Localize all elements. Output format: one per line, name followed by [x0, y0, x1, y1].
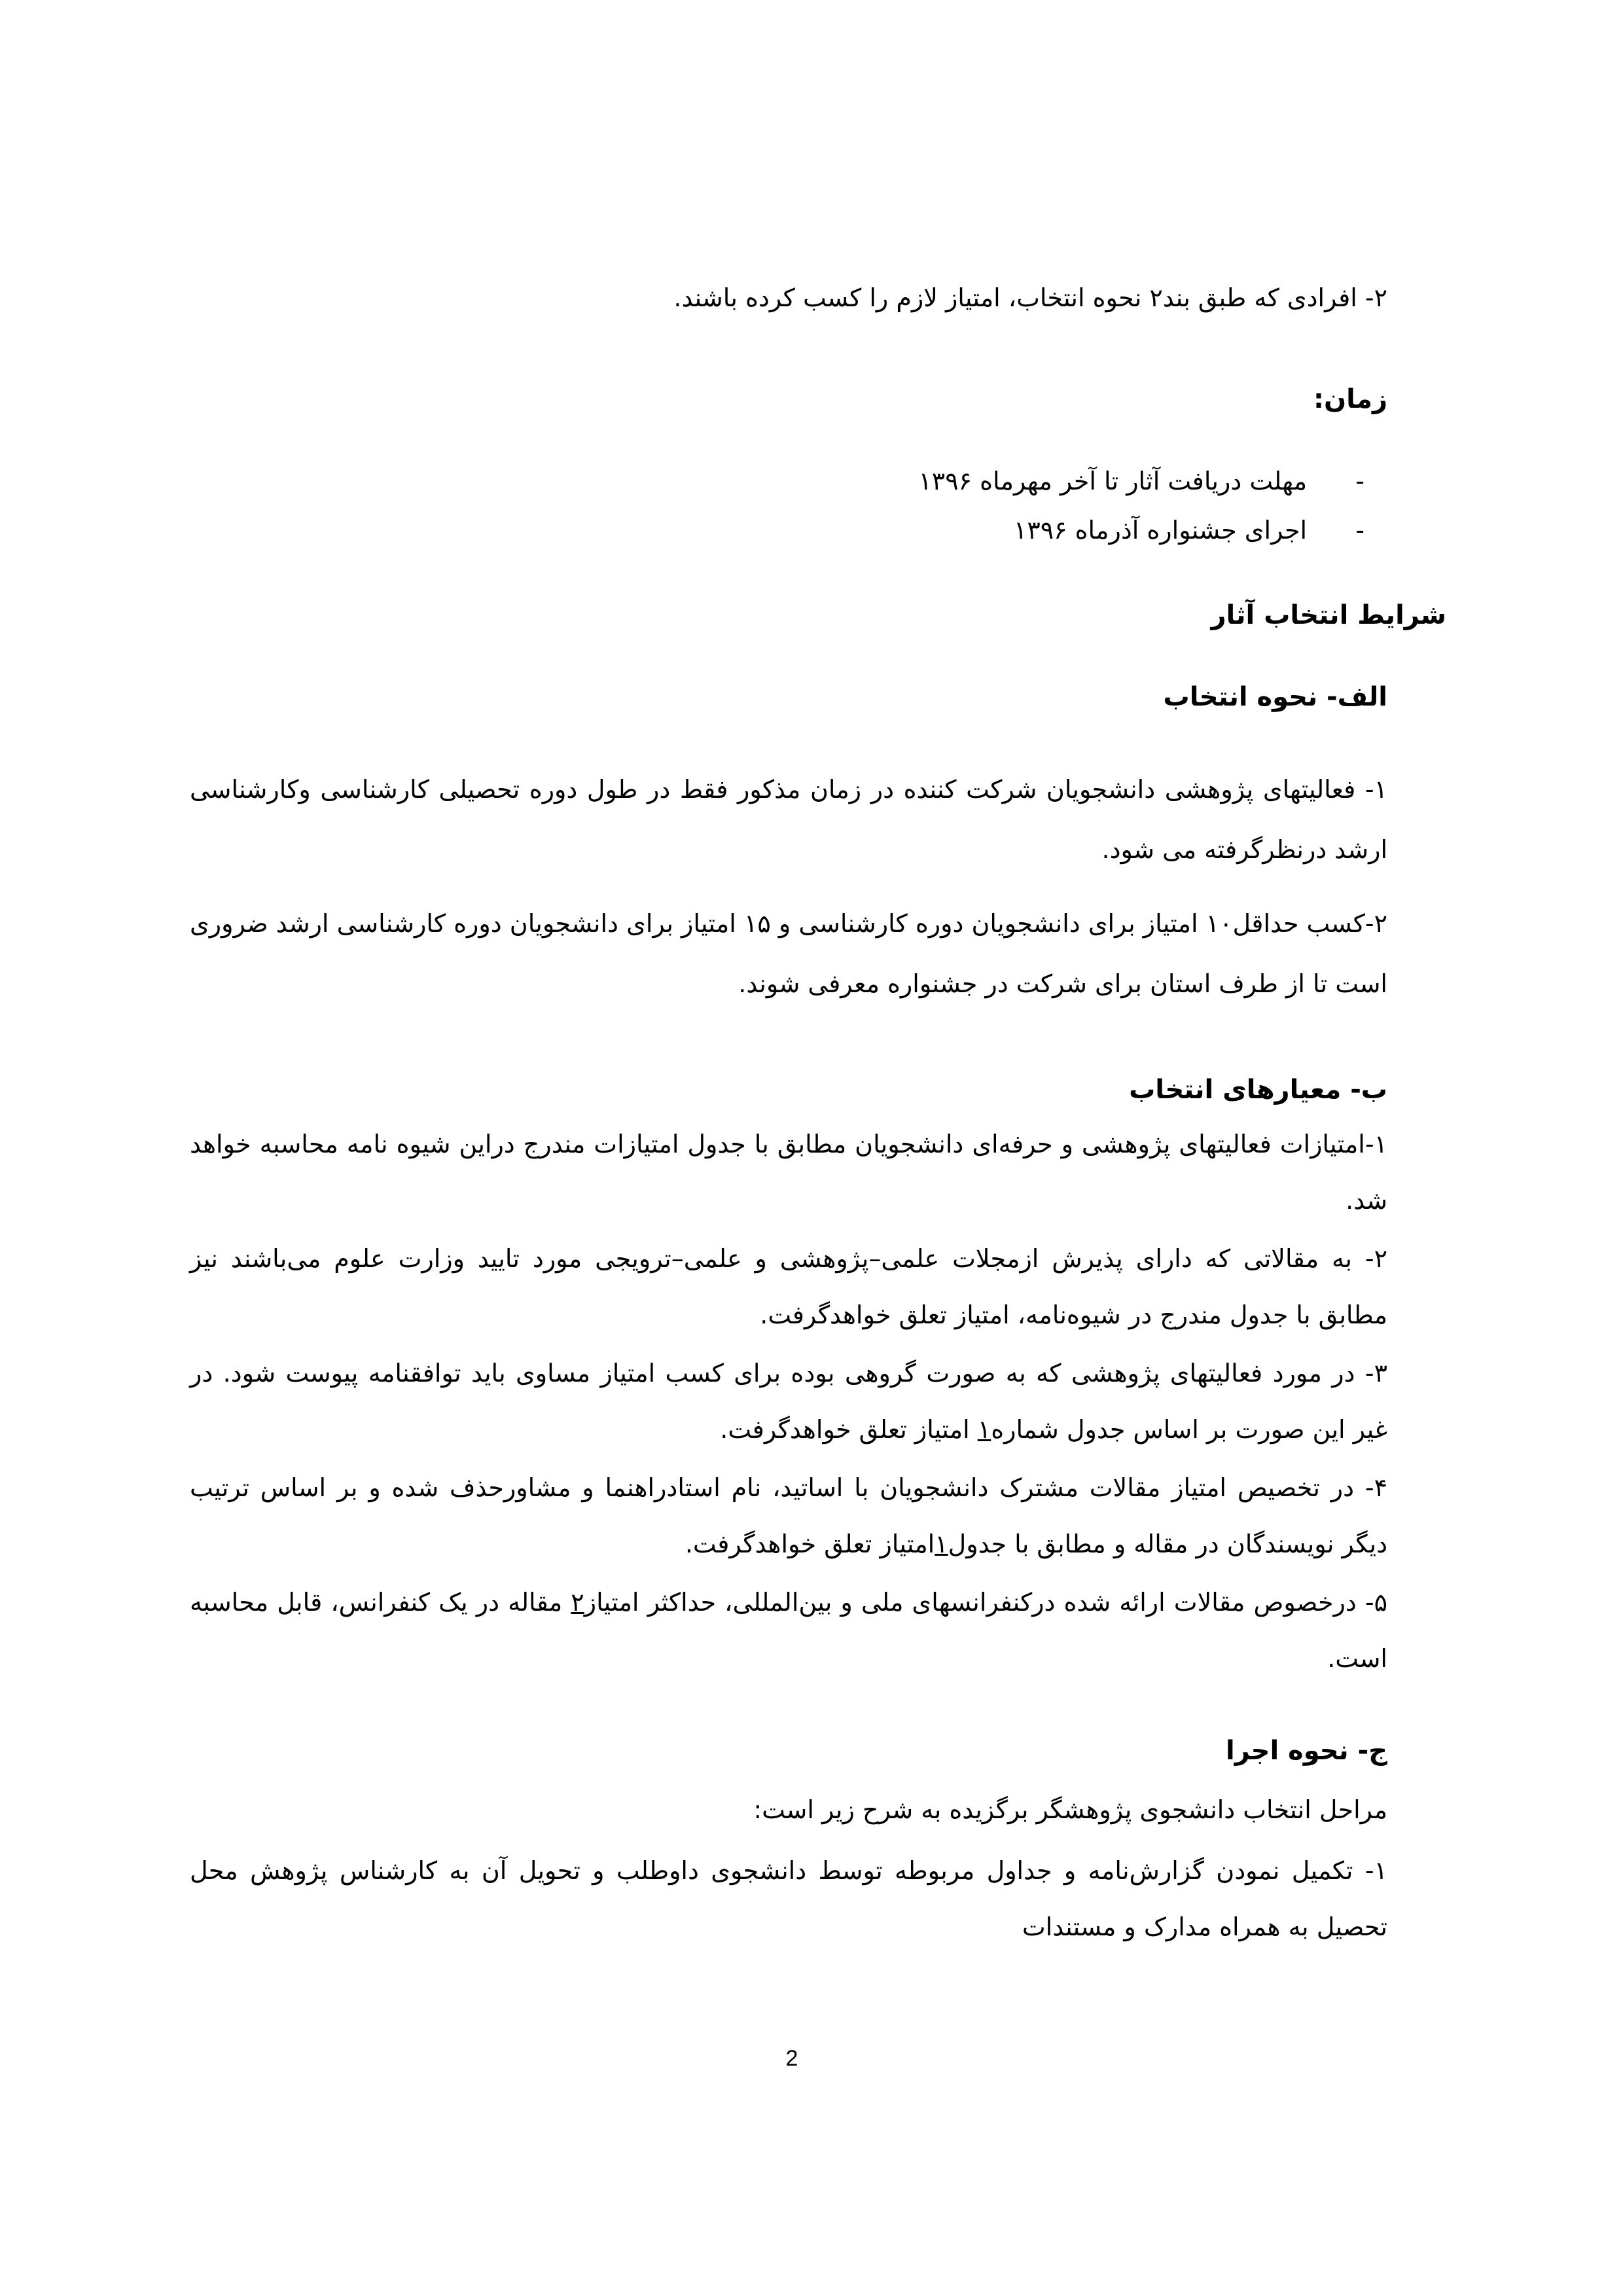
table-reference: ۱ — [935, 1530, 948, 1558]
intro-item: ۲- افرادی که طبق بند۲ نحوه انتخاب، امتیاز لازم را کسب کرده باشند. — [673, 283, 1387, 312]
time-item-text: اجرای جشنواره آذرماه ۱۳۹۶ — [1013, 516, 1308, 545]
item-text: امتیاز تعلق خواهدگرفت. — [685, 1530, 935, 1558]
section-b-item-2: ۲- به مقالاتی که دارای پذیرش ازمجلات علمی–پژوهشی و علمی–ترویجی مورد تایید وزارت علوم می‌باشند نیز مطابق با جدول مندرج در شیوه‌نامه، امتیاز تعلق خواهدگرفت. — [190, 1244, 1387, 1329]
item-text: ۳- در مورد فعالیتهای پژوهشی که به صورت گروهی بوده برای کسب امتیاز مساوی باید توافقنامه پیوست شود. در غیر این صورت بر اساس جدول شماره — [190, 1359, 1387, 1444]
section-b-item-4 — [190, 1460, 1387, 1572]
item-text: ۵- درخصوص مقالات ارائه شده درکنفرانسهای ملی و بین‌المللی، حداکثر امتیاز — [584, 1588, 1387, 1617]
section-a-item-1: ۱- فعالیتهای پژوهشی دانشجویان شرکت کننده در زمان مذکور فقط در طول دوره تحصیلی کارشناسی وکارشناسی ارشد درنظرگرفته می شود. — [190, 775, 1387, 864]
item-text: ۴- در تخصیص امتیاز مقالات مشترک دانشجویان با اساتید، نام استادراهنما و مشاورحذف شده و بر اساس ترتیب دیگر نویسندگان در مقاله و مطابق با جدول — [190, 1473, 1387, 1558]
section-c-intro: مراحل انتخاب دانشجوی پژوهشگر برگزیده به شرح زیر است: — [753, 1795, 1387, 1824]
section-b-heading: ب- معیارهای انتخاب — [1129, 1075, 1387, 1105]
item-text: مقاله در یک کنفرانس، قابل محاسبه است. — [190, 1588, 1387, 1673]
score-reference: ۲ — [571, 1588, 584, 1617]
section-c-heading: ج- نحوه اجرا — [1226, 1736, 1387, 1766]
conditions-heading: شرایط انتخاب آثار — [1211, 600, 1446, 630]
section-a-heading: الف- نحوه انتخاب — [1163, 682, 1387, 712]
item-text: امتیاز تعلق خواهدگرفت. — [720, 1415, 978, 1444]
time-item — [918, 458, 1364, 504]
time-item — [1014, 507, 1364, 553]
bullet-dash: - — [1355, 516, 1364, 545]
page-number: 2 — [785, 2046, 798, 2071]
section-a-item-2: ۲-کسب حداقل۱۰ امتیاز برای دانشجویان دوره کارشناسی و ۱۵ امتیاز برای دانشجویان دوره کارشناسی ارشد ضروری است تا از طرف استان برای شرکت در جشنواره معرفی شوند. — [190, 909, 1387, 998]
section-b-item-5 — [190, 1574, 1387, 1687]
section-b-item-3 — [190, 1345, 1387, 1458]
section-b-item-1: ۱-امتیازات فعالیتهای پژوهشی و حرفه‌ای دانشجویان مطابق با جدول امتیازات مندرج دراین شیوه نامه محاسبه خواهد شد. — [190, 1130, 1387, 1215]
bullet-dash: - — [1355, 467, 1364, 495]
section-c-item-1: ۱- تکمیل نمودن گزارش‌نامه و جداول مربوطه توسط دانشجوی داوطلب و تحویل آن به کارشناس پژوهش محل تحصیل به همراه مدارک و مستندات — [190, 1856, 1387, 1941]
time-heading: زمان: — [1313, 384, 1387, 414]
time-item-text: مهلت دریافت آثار تا آخر مهرماه ۱۳۹۶ — [918, 467, 1308, 495]
table-reference: ۱ — [977, 1415, 991, 1444]
